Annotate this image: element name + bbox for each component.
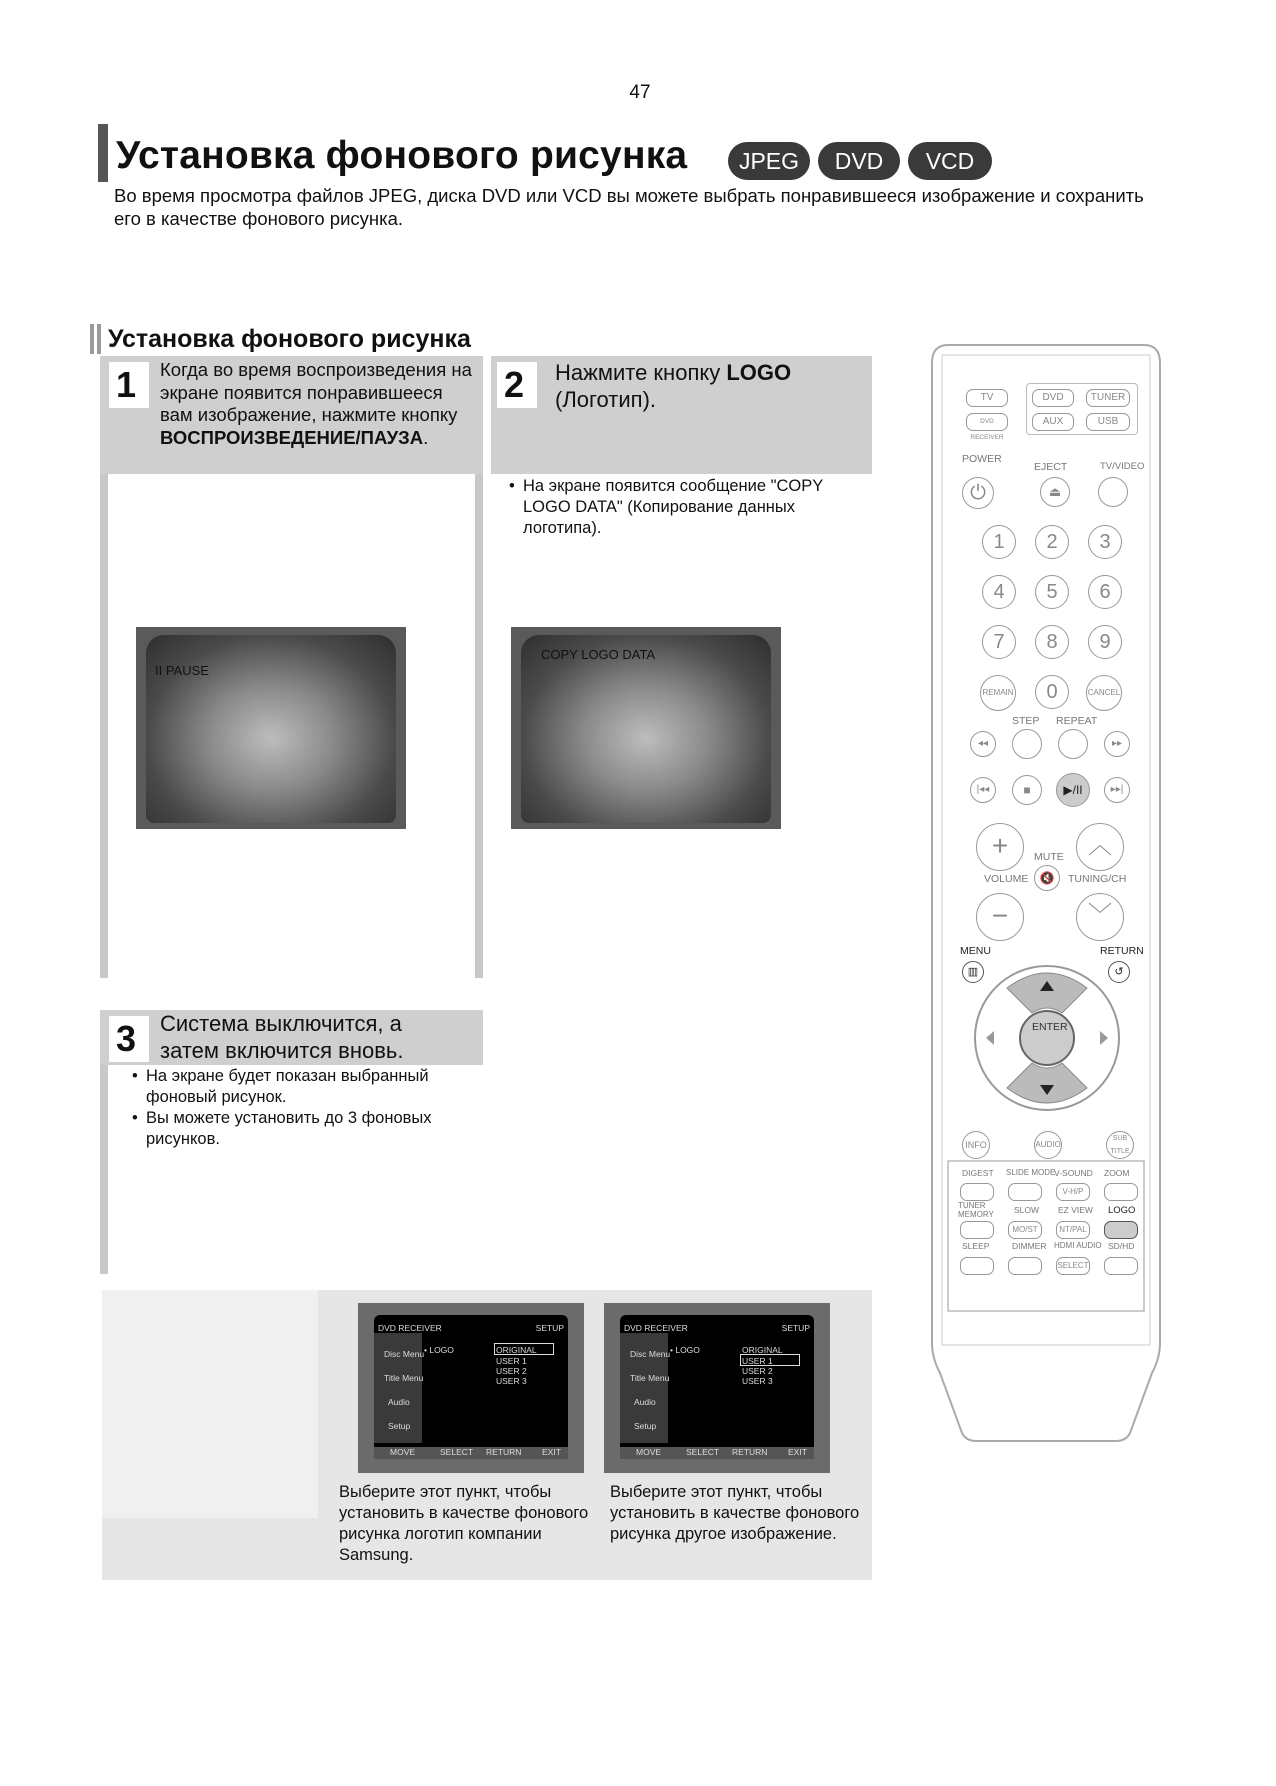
step3-bullets (130, 1066, 486, 1150)
badge-vcd: VCD (908, 142, 992, 180)
remote-dvd-button[interactable]: DVD (1032, 389, 1074, 407)
step1-header (100, 356, 483, 474)
badge-dvd: DVD (818, 142, 900, 180)
dimmer-button[interactable] (1008, 1257, 1042, 1275)
step2-number: 2 (504, 364, 525, 405)
step2-text: Нажмите кнопку LOGO (Логотип). (555, 360, 792, 412)
label-slow: SLOW (1014, 1205, 1040, 1215)
remote-digit-7[interactable]: 7 (982, 625, 1016, 659)
remote-eject-label: EJECT (1034, 461, 1068, 473)
label-logo: LOGO (1108, 1205, 1136, 1216)
remote-step-button[interactable] (1012, 729, 1042, 759)
rewind-icon[interactable]: ◂◂ (970, 731, 996, 757)
remote-digit-4[interactable]: 4 (982, 575, 1016, 609)
remote-repeat-button[interactable] (1058, 729, 1088, 759)
step2-bullets (507, 476, 868, 539)
remote-volume-label: VOLUME (984, 873, 1029, 885)
remote-source-frame (1026, 383, 1138, 435)
section-accent-bars (90, 324, 102, 354)
step2-photo (511, 627, 781, 829)
remote-tv-button[interactable]: TV (966, 389, 1008, 407)
remote-outline (930, 343, 1162, 1443)
sleep-button[interactable] (960, 1257, 994, 1275)
remote-info-button[interactable]: INFO (962, 1131, 990, 1159)
remote-remain-button[interactable]: REMAIN (980, 675, 1016, 711)
sd-hd-button[interactable] (1104, 1257, 1138, 1275)
navigation-pad[interactable] (972, 963, 1122, 1113)
label-dimmer: DIMMER (1012, 1241, 1047, 1251)
play-pause-icon[interactable]: ▶/II (1056, 773, 1090, 807)
remote-power-label: POWER (962, 453, 1002, 465)
remote-digit-9[interactable]: 9 (1088, 625, 1122, 659)
skip-forward-icon[interactable]: ▸▸| (1104, 777, 1130, 803)
tuner-memory-button[interactable] (960, 1221, 994, 1239)
volume-down-icon[interactable]: − (976, 893, 1024, 941)
stop-icon[interactable]: ■ (1012, 775, 1042, 805)
title-accent-bar (98, 124, 108, 182)
remote-usb-button[interactable]: USB (1086, 413, 1130, 431)
badge-jpeg: JPEG (728, 142, 810, 180)
label-sd-hd: SD/HD (1108, 1241, 1135, 1251)
remote-cancel-button[interactable]: CANCEL (1086, 675, 1122, 711)
page-title: Установка фонового рисунка (116, 134, 688, 177)
remote-digit-0[interactable]: 0 (1035, 675, 1069, 709)
remote-digit-2[interactable]: 2 (1035, 525, 1069, 559)
step3-header (100, 1010, 483, 1065)
slide-mode-button[interactable] (1008, 1183, 1042, 1201)
menu-caption-2: Выберите этот пункт, чтобы установить в качестве фонового рисунка другое изображение. (610, 1483, 860, 1543)
remote-digit-6[interactable]: 6 (1088, 575, 1122, 609)
remote-tvvideo-button[interactable] (1098, 477, 1128, 507)
menu-screen-2: DVD RECEIVER SETUP Disc Menu Title Menu Audio Setup • LOGO ORIGINAL USER 1 USER 2 USER 3 MOVE SELECT RETURN EXIT (604, 1303, 830, 1473)
remote-enter-label: ENTER (1032, 1021, 1068, 1033)
skip-back-icon[interactable]: |◂◂ (970, 777, 996, 803)
remote-digit-8[interactable]: 8 (1035, 625, 1069, 659)
remote-digit-3[interactable]: 3 (1088, 525, 1122, 559)
menu-screen-1: DVD RECEIVER SETUP Disc Menu Title Menu Audio Setup • LOGO ORIGINAL USER 1 USER 2 USER 3 MOVE SELECT RETURN EXIT (358, 1303, 584, 1473)
mo-st-button[interactable]: MO/ST (1008, 1221, 1042, 1239)
intro-text: Во время просмотра файлов JPEG, диска DVD или VCD вы можете выбрать понравившееся изображение и сохранить его в качестве фонового рисунка. (114, 185, 1144, 229)
step2-bullet: • На экране появится сообщение "COPY LOGO DATA" (Копирование данных логотипа). (523, 476, 868, 539)
label-sleep: SLEEP (962, 1241, 990, 1251)
power-icon[interactable]: ⏻ (962, 477, 994, 509)
label-digest: DIGEST (962, 1168, 994, 1178)
remote-subtitle-button[interactable]: SUB TITLE (1106, 1131, 1134, 1159)
remote-return-label: RETURN (1100, 945, 1144, 957)
copy-logo-osd: COPY LOGO DATA (541, 647, 656, 662)
step3-number: 3 (116, 1018, 137, 1059)
logo-button[interactable] (1104, 1221, 1138, 1239)
remote-digit-5[interactable]: 5 (1035, 575, 1069, 609)
label-tuner-memory: TUNER MEMORY (958, 1201, 994, 1219)
eject-icon[interactable]: ⏏ (1040, 477, 1070, 507)
step3-bullet-2: • Вы можете установить до 3 фоновых рисунков. (146, 1108, 486, 1150)
label-hdmi-audio: HDMI AUDIO (1054, 1241, 1102, 1250)
fast-forward-icon[interactable]: ▸▸ (1104, 731, 1130, 757)
channel-up-icon[interactable]: ︿ (1076, 823, 1124, 871)
remote-dvd-receiver-button[interactable]: DVD RECEIVER (966, 413, 1008, 431)
section-title: Установка фонового рисунка (108, 325, 471, 353)
mute-icon[interactable]: 🔇 (1034, 865, 1060, 891)
page-number: 47 (629, 82, 651, 103)
step1-right-line (475, 474, 483, 978)
remote-control (930, 343, 1162, 1443)
step1-text: Когда во время воспроизведения на экране появится понравившееся вам изображение, нажмите кнопку ВОСПРОИЗВЕДЕНИЕ/ПАУЗА. (160, 359, 472, 448)
remote-tuning-label: TUNING/CH (1068, 873, 1127, 885)
v-hp-button[interactable]: V-H/P (1056, 1183, 1090, 1201)
remote-tvvideo-label: TV/VIDEO (1100, 461, 1145, 472)
return-icon[interactable]: ↺ (1108, 961, 1130, 983)
remote-step-label: STEP (1012, 715, 1040, 727)
remote-aux-button[interactable]: AUX (1032, 413, 1074, 431)
step1-photo (136, 627, 406, 829)
label-ez-view: EZ VIEW (1058, 1205, 1093, 1215)
label-v-sound: V-SOUND (1054, 1168, 1093, 1178)
digest-button[interactable] (960, 1183, 994, 1201)
remote-menu-label: MENU (960, 945, 991, 957)
step1-number: 1 (116, 364, 137, 405)
nt-pal-button[interactable]: NT/PAL (1056, 1221, 1090, 1239)
remote-mute-label: MUTE (1034, 851, 1064, 863)
label-slide-mode: SLIDE MODE (1006, 1168, 1056, 1177)
remote-audio-button[interactable]: AUDIO (1034, 1131, 1062, 1159)
step2-header (491, 356, 872, 474)
step3-text: Система выключится, а затем включится вновь. (160, 1011, 404, 1063)
remote-digit-1[interactable]: 1 (982, 525, 1016, 559)
select-button[interactable]: SELECT (1056, 1257, 1090, 1275)
label-zoom: ZOOM (1104, 1168, 1130, 1178)
volume-up-icon[interactable]: + (976, 823, 1024, 871)
menu-caption-1: Выберите этот пункт, чтобы установить в качестве фонового рисунка логотип компании Samsung. (339, 1483, 589, 1564)
channel-down-icon[interactable]: ﹀ (1076, 893, 1124, 941)
step3-bullet-1: • На экране будет показан выбранный фоновый рисунок. (146, 1066, 486, 1108)
menu-icon[interactable]: ▥ (962, 961, 984, 983)
remote-repeat-label: REPEAT (1056, 715, 1098, 727)
pause-osd: II PAUSE (155, 663, 209, 678)
zoom-button[interactable] (1104, 1183, 1138, 1201)
remote-tuner-button[interactable]: TUNER (1086, 389, 1130, 407)
